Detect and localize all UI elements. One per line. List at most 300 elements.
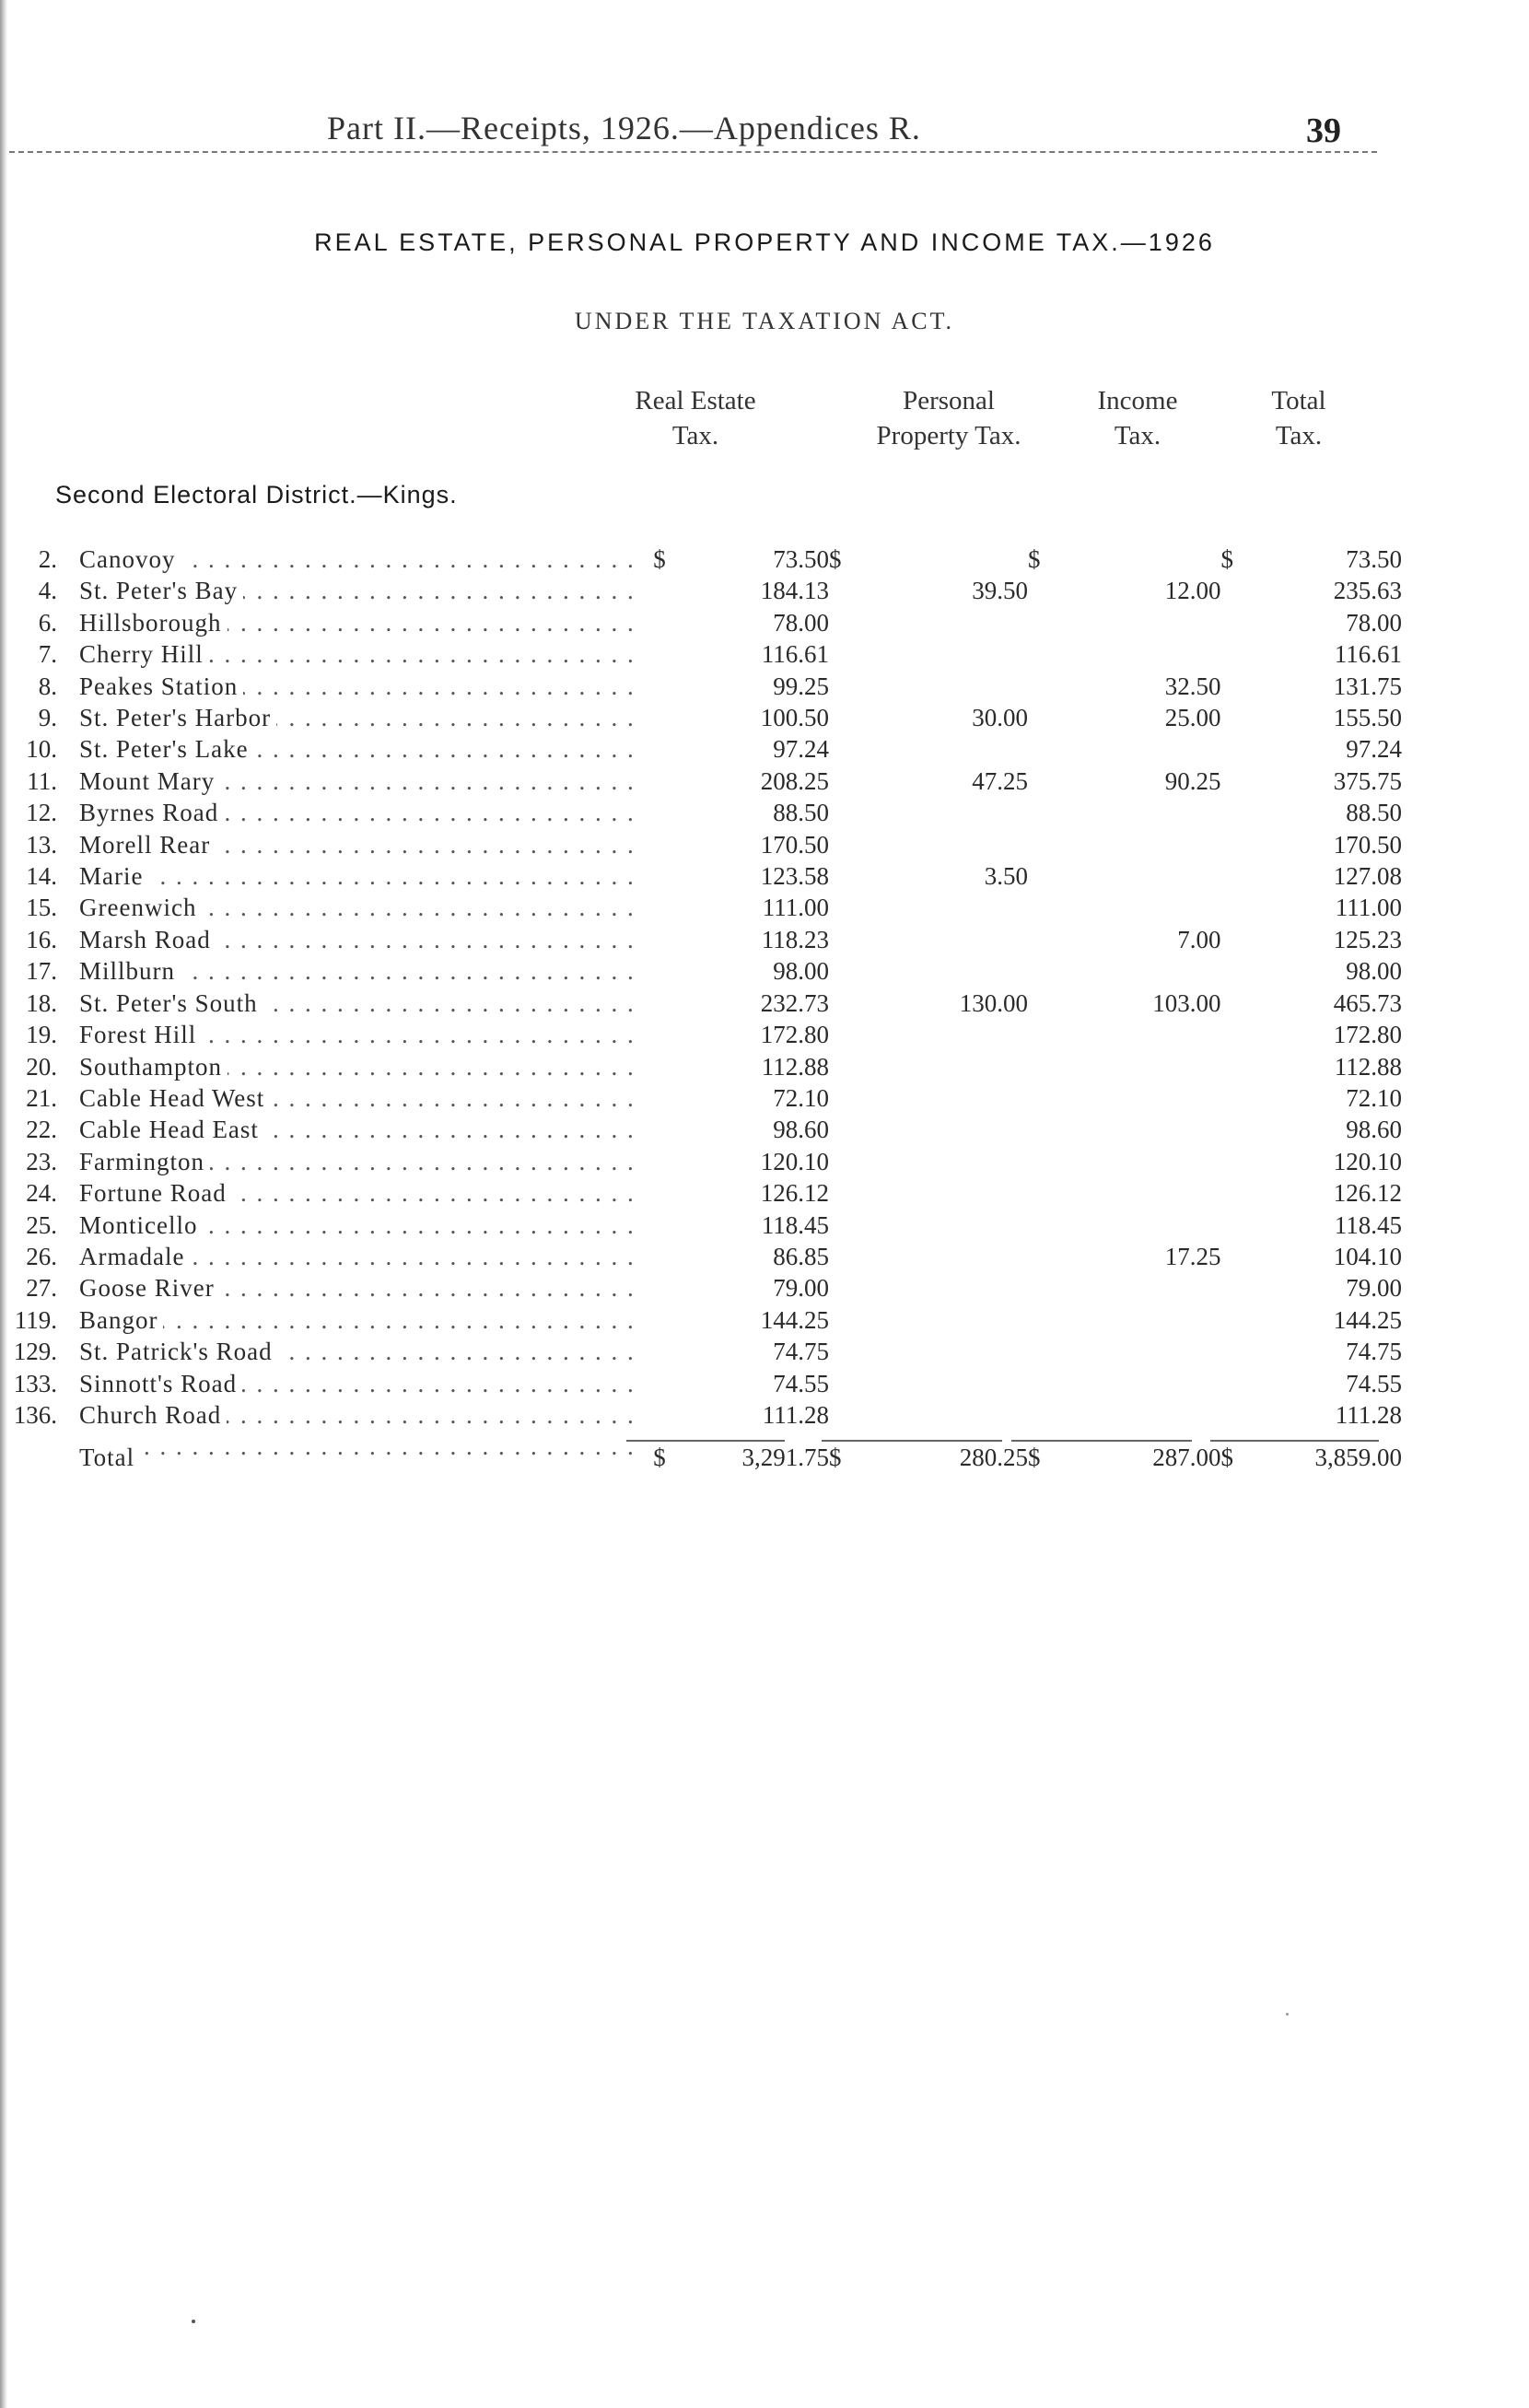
currency-mark-real <box>648 924 671 955</box>
totals-label <box>57 1431 648 1473</box>
income-tax-value <box>1041 1082 1221 1114</box>
row-number: 22. <box>26 1116 57 1144</box>
currency-mark-personal <box>829 797 847 828</box>
locality-label: Farmington <box>79 1148 210 1175</box>
totals-row <box>0 1431 1402 1473</box>
real-estate-tax-value: 184.13 <box>760 577 829 605</box>
income-tax-value <box>1041 1114 1221 1145</box>
locality-name <box>57 988 648 1019</box>
table-row <box>0 733 1402 765</box>
total-tax-value: 235.63 <box>1333 577 1402 605</box>
currency-mark-income <box>1028 1019 1041 1050</box>
row-number: 133. <box>13 1369 57 1397</box>
row-number: 26. <box>26 1242 57 1270</box>
currency-mark-personal <box>829 1399 847 1431</box>
currency-mark-real <box>648 607 671 638</box>
currency-mark-income <box>1028 955 1041 987</box>
personal-property-tax-value <box>847 1368 1028 1399</box>
locality-label: Greenwich <box>79 894 202 921</box>
locality-label: Peakes Station <box>79 672 243 700</box>
table-row <box>0 829 1402 860</box>
locality-name <box>57 924 648 955</box>
total-tax-value: 78.00 <box>1346 608 1402 637</box>
table-row <box>0 544 1402 575</box>
currency-mark-total <box>1221 733 1234 765</box>
currency-mark-total <box>1221 766 1234 797</box>
row-number: 19. <box>26 1021 57 1049</box>
currency-mark-real <box>648 1304 671 1336</box>
table-row <box>0 860 1402 892</box>
currency-mark-total: $ <box>1220 545 1233 573</box>
locality-name <box>57 575 648 606</box>
personal-property-tax-value <box>847 1304 1028 1336</box>
real-estate-tax-value: 120.10 <box>760 1147 829 1175</box>
total-tax-value: 112.88 <box>1334 1052 1402 1081</box>
locality-label: Monticello <box>79 1211 203 1239</box>
locality-label: Sinnott's Road <box>79 1370 242 1397</box>
row-number: 14. <box>26 862 57 891</box>
locality-name <box>57 1399 648 1431</box>
currency-mark-total <box>1221 1177 1234 1209</box>
row-number: 136. <box>13 1400 57 1429</box>
currency-mark-total <box>1221 702 1234 733</box>
table-row <box>0 1019 1402 1050</box>
currency-mark-personal <box>829 1241 847 1272</box>
currency-mark-income <box>1028 766 1041 797</box>
currency-mark-income: $ <box>1028 1444 1041 1472</box>
currency-mark-personal <box>829 733 847 765</box>
currency-mark-personal <box>829 671 847 702</box>
table-row <box>0 797 1402 828</box>
locality-label: Millburn <box>79 957 181 985</box>
currency-mark-real <box>648 638 671 670</box>
currency-mark-personal <box>829 1019 847 1050</box>
currency-mark-personal <box>829 1051 847 1082</box>
currency-mark-income <box>1028 860 1041 892</box>
currency-mark-income <box>1028 797 1041 828</box>
income-tax-value <box>1041 733 1221 765</box>
table-subtitle: UNDER THE TAXATION ACT. <box>574 308 955 334</box>
locality-label: Fortune Road <box>79 1179 232 1207</box>
table-row <box>0 1210 1402 1241</box>
personal-property-tax-value <box>847 733 1028 765</box>
currency-mark-personal <box>829 575 847 606</box>
currency-mark-personal <box>829 892 847 923</box>
row-number: 119. <box>14 1305 57 1334</box>
row-number: 15. <box>26 894 57 922</box>
table-row <box>0 1051 1402 1082</box>
real-estate-tax-value: 118.23 <box>761 925 829 953</box>
locality-label: Forest Hill <box>79 1021 202 1048</box>
currency-mark-real <box>648 1368 671 1399</box>
total-tax-value: 170.50 <box>1333 830 1402 859</box>
income-tax-value: 25.00 <box>1164 704 1221 732</box>
locality-name <box>57 955 648 987</box>
real-estate-tax-value: 98.60 <box>773 1116 829 1144</box>
total-tax-value: 74.55 <box>1346 1369 1402 1397</box>
currency-mark-income <box>1028 1304 1041 1336</box>
total-tax-value: 118.45 <box>1334 1210 1402 1239</box>
income-tax-value <box>1041 638 1221 670</box>
real-estate-tax-value: 79.00 <box>773 1274 829 1303</box>
total-tax-value: 172.80 <box>1333 1021 1402 1049</box>
personal-property-tax-value <box>847 1082 1028 1114</box>
locality-name <box>57 892 648 923</box>
personal-property-tax-value <box>847 1146 1028 1177</box>
row-number: 27. <box>26 1274 57 1303</box>
income-tax-value <box>1041 797 1221 828</box>
locality-name <box>57 829 648 860</box>
currency-mark-real <box>648 829 671 860</box>
locality-name <box>57 638 648 670</box>
table-row <box>0 1399 1402 1431</box>
table-row <box>0 1146 1402 1177</box>
currency-mark-total <box>1221 955 1234 987</box>
real-estate-tax-value: 99.25 <box>773 672 829 700</box>
income-tax-value <box>1041 1336 1221 1367</box>
row-number: 129. <box>13 1338 57 1366</box>
currency-mark-personal <box>829 607 847 638</box>
locality-label: St. Peter's Lake <box>79 735 254 763</box>
locality-name <box>57 1146 648 1177</box>
total-tax-value: 104.10 <box>1333 1242 1402 1270</box>
total-tax-value: 116.61 <box>1334 640 1402 669</box>
currency-mark-personal <box>829 702 847 733</box>
currency-mark-total <box>1221 1051 1234 1082</box>
locality-label: Cable Head West <box>79 1084 270 1112</box>
currency-mark-personal <box>829 1210 847 1241</box>
currency-mark-personal <box>829 766 847 797</box>
currency-mark-total <box>1221 924 1234 955</box>
total-tax-value: 111.28 <box>1335 1400 1402 1429</box>
currency-mark-real <box>648 955 671 987</box>
real-estate-tax-value: 172.80 <box>760 1021 829 1049</box>
currency-mark-total <box>1221 1336 1234 1367</box>
locality-name <box>57 671 648 702</box>
locality-label: Cable Head East <box>79 1116 264 1143</box>
currency-mark-personal: $ <box>829 1444 842 1472</box>
currency-mark-total: $ <box>1220 1444 1233 1472</box>
currency-mark-personal <box>829 1146 847 1177</box>
currency-mark-income <box>1028 1146 1041 1177</box>
total-tax-value: 98.60 <box>1346 1116 1402 1144</box>
currency-mark-total <box>1221 988 1234 1019</box>
locality-name <box>57 1051 648 1082</box>
currency-mark-real: $ <box>653 545 666 573</box>
personal-property-tax-value <box>847 671 1028 702</box>
personal-property-tax-value <box>847 924 1028 955</box>
currency-mark-income <box>1028 575 1041 606</box>
row-number: 17. <box>26 957 57 986</box>
currency-mark-total <box>1221 1241 1234 1272</box>
income-tax-value <box>1041 829 1221 860</box>
tax-table <box>0 544 1402 1474</box>
real-estate-tax-value: 78.00 <box>773 608 829 637</box>
locality-label: Canovoy <box>79 545 181 573</box>
total-tax-value: 125.23 <box>1333 925 1402 953</box>
locality-label: Church Road <box>79 1401 227 1429</box>
total-tax-value: 98.00 <box>1346 957 1402 986</box>
currency-mark-income <box>1028 733 1041 765</box>
real-estate-tax-value: 116.61 <box>761 640 829 669</box>
currency-mark-total <box>1221 1210 1234 1241</box>
table-row <box>0 575 1402 606</box>
row-number: 18. <box>26 988 57 1017</box>
personal-property-tax-value <box>847 638 1028 670</box>
locality-name <box>57 1210 648 1241</box>
currency-mark-real <box>648 1272 671 1303</box>
personal-property-tax-value <box>847 1210 1028 1241</box>
row-number: 25. <box>26 1210 57 1239</box>
table-row <box>0 1272 1402 1303</box>
row-number: 4. <box>38 577 57 605</box>
income-tax-value: 103.00 <box>1152 988 1221 1017</box>
currency-mark-real <box>648 892 671 923</box>
currency-mark-total <box>1221 575 1234 606</box>
income-tax-value <box>1041 1019 1221 1050</box>
real-estate-tax-value: 232.73 <box>760 988 829 1017</box>
currency-mark-real <box>648 1051 671 1082</box>
locality-name <box>57 1304 648 1336</box>
total-tax-value: 131.75 <box>1333 672 1402 700</box>
currency-mark-personal <box>829 1082 847 1114</box>
currency-mark-real <box>648 671 671 702</box>
currency-mark-real <box>648 1019 671 1050</box>
real-estate-tax-value: 144.25 <box>760 1305 829 1334</box>
income-tax-value <box>1041 1177 1221 1209</box>
income-tax-value <box>1041 1051 1221 1082</box>
row-number: 11. <box>27 766 57 795</box>
currency-mark-real <box>648 1210 671 1241</box>
currency-mark-real <box>648 733 671 765</box>
personal-property-tax-value <box>847 1019 1028 1050</box>
currency-mark-personal <box>829 1272 847 1303</box>
personal-property-tax-value: 130.00 <box>959 988 1028 1017</box>
locality-name <box>57 860 648 892</box>
currency-mark-total <box>1221 1114 1234 1145</box>
total-tax-value: 111.00 <box>1335 894 1402 922</box>
sum-rule-income <box>1011 1440 1192 1442</box>
income-tax-value: 17.25 <box>1164 1242 1221 1270</box>
currency-mark-total <box>1221 797 1234 828</box>
income-tax-value: 32.50 <box>1164 672 1221 700</box>
row-number: 23. <box>26 1147 57 1175</box>
currency-mark-personal <box>829 924 847 955</box>
currency-mark-real <box>648 702 671 733</box>
table-row <box>0 702 1402 733</box>
locality-name <box>57 702 648 733</box>
personal-property-tax-value: 30.00 <box>972 704 1028 732</box>
currency-mark-income <box>1028 1210 1041 1241</box>
currency-mark-real <box>648 575 671 606</box>
table-title: REAL ESTATE, PERSONAL PROPERTY AND INCOME TAX.—1926 <box>314 228 1215 256</box>
currency-mark-income <box>1028 1082 1041 1114</box>
locality-name <box>57 1114 648 1145</box>
locality-label: St. Peter's South <box>79 989 263 1017</box>
table-row <box>0 892 1402 923</box>
personal-property-tax-value <box>847 829 1028 860</box>
personal-property-tax-value: 3.50 <box>984 862 1028 891</box>
currency-mark-real <box>648 860 671 892</box>
currency-mark-total <box>1221 829 1234 860</box>
currency-mark-total <box>1221 1399 1234 1431</box>
currency-mark-real <box>648 1399 671 1431</box>
total-tax-value: 88.50 <box>1346 799 1402 827</box>
currency-mark-income <box>1028 924 1041 955</box>
currency-mark-real <box>648 1336 671 1367</box>
col-header-income: Income Tax. <box>1097 386 1178 450</box>
currency-mark-income: $ <box>1028 545 1041 573</box>
personal-property-tax-value <box>847 892 1028 923</box>
real-estate-tax-value: 123.58 <box>760 862 829 891</box>
real-estate-tax-value: 111.28 <box>762 1400 829 1429</box>
total-real-estate-value: 3,291.75 <box>741 1444 829 1472</box>
locality-label: Goose River <box>79 1274 220 1302</box>
personal-property-tax-value: 47.25 <box>972 766 1028 795</box>
currency-mark-total <box>1221 1368 1234 1399</box>
total-tax-value: 73.50 <box>1346 545 1402 573</box>
income-tax-value <box>1041 1368 1221 1399</box>
col-header-real-estate: Real Estate Tax. <box>635 386 756 450</box>
sum-rule-personal <box>822 1440 1002 1442</box>
locality-label: Morell Rear <box>79 831 216 859</box>
totals-label-text: Total <box>79 1444 140 1471</box>
real-estate-tax-value: 126.12 <box>760 1179 829 1208</box>
personal-property-tax-value <box>847 1177 1028 1209</box>
grand-total-value: 3,859.00 <box>1314 1444 1402 1472</box>
table-row <box>0 1177 1402 1209</box>
currency-mark-total <box>1221 1082 1234 1114</box>
currency-mark-income <box>1028 1399 1041 1431</box>
table-row <box>0 924 1402 955</box>
locality-label: Marie <box>79 862 148 890</box>
real-estate-tax-value: 118.45 <box>761 1210 829 1239</box>
income-tax-value <box>1041 1399 1221 1431</box>
currency-mark-personal <box>829 988 847 1019</box>
personal-property-tax-value <box>847 1051 1028 1082</box>
personal-property-tax-value <box>847 1399 1028 1431</box>
col-header-total: Total Tax. <box>1271 386 1326 450</box>
income-tax-value: 12.00 <box>1164 577 1221 605</box>
currency-mark-income <box>1028 892 1041 923</box>
page-number: 39 <box>1306 111 1341 150</box>
real-estate-tax-value: 98.00 <box>773 957 829 986</box>
currency-mark-income <box>1028 988 1041 1019</box>
currency-mark-real <box>648 1114 671 1145</box>
row-number: 8. <box>38 672 57 700</box>
row-number: 20. <box>26 1052 57 1081</box>
currency-mark-income <box>1028 638 1041 670</box>
district-heading: Second Electoral District.—Kings. <box>55 481 458 508</box>
real-estate-tax-value: 74.75 <box>773 1338 829 1366</box>
personal-property-tax-value <box>847 1241 1028 1272</box>
currency-mark-income <box>1028 1241 1041 1272</box>
tax-table-body <box>0 544 1402 1474</box>
locality-name <box>57 766 648 797</box>
table-row <box>0 607 1402 638</box>
currency-mark-personal <box>829 1368 847 1399</box>
locality-label: Bangor <box>79 1306 163 1334</box>
locality-label: Hillsborough <box>79 609 228 637</box>
currency-mark-real <box>648 1146 671 1177</box>
locality-name <box>57 1272 648 1303</box>
personal-property-tax-value <box>847 544 1028 575</box>
row-number: 6. <box>38 608 57 637</box>
row-number: 13. <box>26 830 57 859</box>
currency-mark-income <box>1028 829 1041 860</box>
currency-mark-personal <box>829 829 847 860</box>
total-tax-value: 120.10 <box>1333 1147 1402 1175</box>
currency-mark-income <box>1028 1177 1041 1209</box>
row-number: 7. <box>38 640 57 669</box>
locality-label: Mount Mary <box>79 767 220 795</box>
locality-name <box>57 733 648 765</box>
currency-mark-total <box>1221 1019 1234 1050</box>
personal-property-tax-value <box>847 607 1028 638</box>
currency-mark-real <box>648 1241 671 1272</box>
real-estate-tax-value: 111.00 <box>762 894 829 922</box>
total-tax-value: 465.73 <box>1333 988 1402 1017</box>
total-tax-value: 72.10 <box>1346 1083 1402 1112</box>
locality-label: Southampton <box>79 1053 228 1081</box>
total-tax-value: 375.75 <box>1333 766 1402 795</box>
row-number: 9. <box>38 704 57 732</box>
locality-label: Marsh Road <box>79 926 216 953</box>
locality-name <box>57 1177 648 1209</box>
real-estate-tax-value: 100.50 <box>760 704 829 732</box>
total-tax-value: 126.12 <box>1333 1179 1402 1208</box>
real-estate-tax-value: 112.88 <box>761 1052 829 1081</box>
real-estate-tax-value: 86.85 <box>773 1242 829 1270</box>
locality-name <box>57 544 648 575</box>
real-estate-tax-value: 88.50 <box>773 799 829 827</box>
currency-mark-personal <box>829 1304 847 1336</box>
total-tax-value: 127.08 <box>1333 862 1402 891</box>
currency-mark-total <box>1221 1272 1234 1303</box>
currency-mark-personal <box>829 860 847 892</box>
income-tax-value <box>1041 607 1221 638</box>
currency-mark-real <box>648 988 671 1019</box>
currency-mark-income <box>1028 1368 1041 1399</box>
income-tax-value: 90.25 <box>1164 766 1221 795</box>
table-row <box>0 1114 1402 1145</box>
income-tax-value <box>1041 1272 1221 1303</box>
personal-property-tax-value <box>847 955 1028 987</box>
currency-mark-income <box>1028 671 1041 702</box>
currency-mark-total <box>1221 607 1234 638</box>
currency-mark-personal <box>829 1336 847 1367</box>
row-number: 12. <box>26 799 57 827</box>
locality-label: St. Patrick's Road <box>79 1338 278 1365</box>
currency-mark-total <box>1221 671 1234 702</box>
running-header <box>0 109 1529 155</box>
currency-mark-personal: $ <box>829 545 842 573</box>
paper-speck <box>192 2320 195 2323</box>
total-tax-value: 144.25 <box>1333 1305 1402 1334</box>
paper-speck <box>1286 2013 1289 2016</box>
currency-mark-income <box>1028 1272 1041 1303</box>
locality-label: Byrnes Road <box>79 799 224 826</box>
sum-rule-total <box>1210 1440 1379 1442</box>
income-tax-value <box>1041 1210 1221 1241</box>
income-tax-value: 7.00 <box>1177 925 1221 953</box>
income-tax-value <box>1041 544 1221 575</box>
locality-label: Cherry Hill <box>79 640 209 668</box>
running-title: Part II.—Receipts, 1926.—Appendices R. <box>327 110 921 146</box>
table-row <box>0 671 1402 702</box>
total-personal-property-value: 280.25 <box>959 1444 1028 1472</box>
currency-mark-income <box>1028 1114 1041 1145</box>
